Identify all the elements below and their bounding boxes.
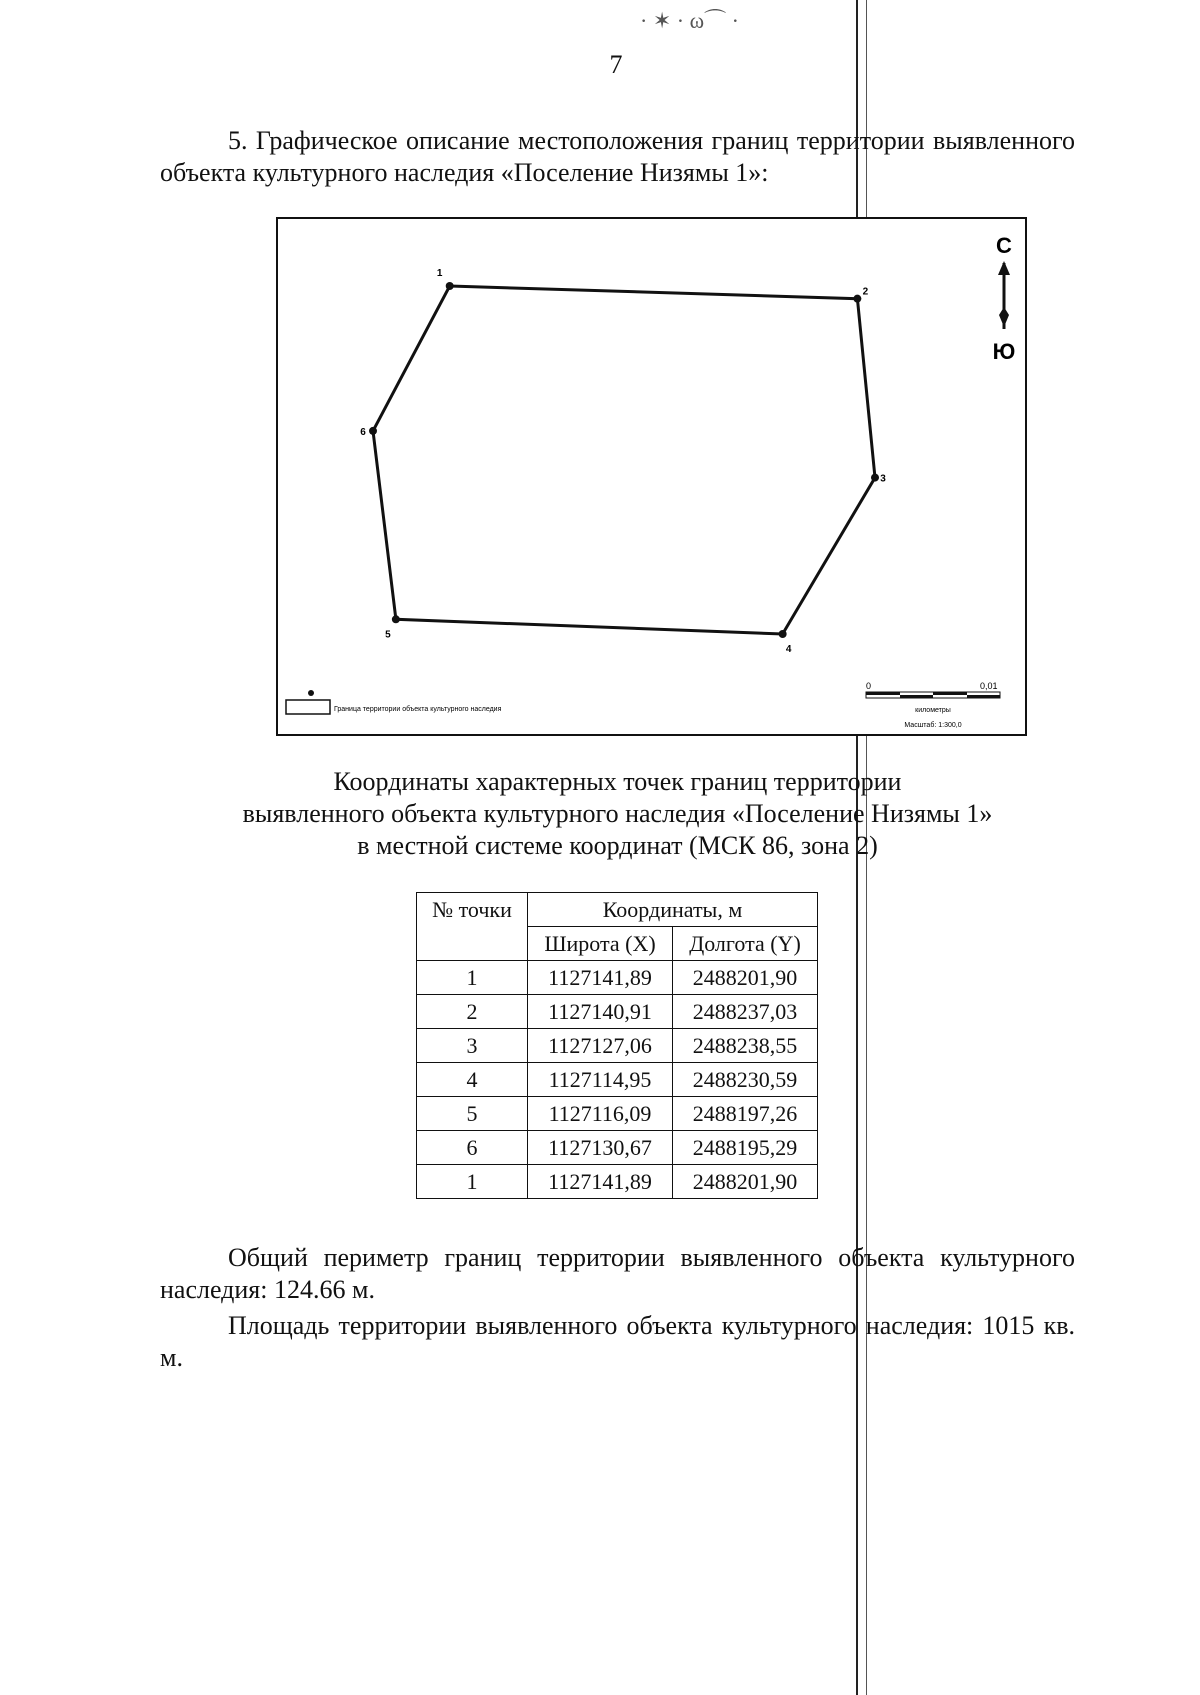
cell-point: 1 bbox=[417, 1165, 528, 1199]
cell-y: 2488201,90 bbox=[673, 961, 818, 995]
cell-x: 1127141,89 bbox=[528, 1165, 673, 1199]
table-row bbox=[417, 961, 818, 995]
scale-bar-segment bbox=[900, 695, 933, 698]
area-paragraph bbox=[160, 1310, 1075, 1374]
cell-x: 1127141,89 bbox=[528, 961, 673, 995]
boundary-point-label: 2 bbox=[862, 286, 869, 298]
table-row bbox=[417, 995, 818, 1029]
boundary-point-label: 4 bbox=[785, 644, 792, 655]
section-heading bbox=[160, 125, 1075, 189]
header-point: № точки bbox=[417, 893, 528, 961]
scale-bar-segment bbox=[866, 692, 900, 695]
scale-ratio-label: Масштаб: 1:300,0 bbox=[904, 722, 962, 729]
page-number: 7 bbox=[609, 50, 623, 79]
header-y: Долгота (Y) bbox=[673, 927, 818, 961]
section-heading-text: 5. Графическое описание местоположения границ территории выявленного объекта культурного наследия «Поселение Низямы 1»: bbox=[160, 126, 1075, 187]
boundary-point bbox=[853, 295, 861, 303]
scale-bar-segment bbox=[933, 692, 967, 695]
scan-mark: · ✶ · ω⌒ · bbox=[640, 8, 739, 33]
boundary-polygon bbox=[373, 286, 875, 634]
table-body bbox=[417, 961, 818, 1199]
coordinates-title bbox=[160, 766, 1075, 862]
cell-x: 1127114,95 bbox=[528, 1063, 673, 1097]
north-arrow-tail-icon bbox=[999, 307, 1009, 327]
boundary-point bbox=[369, 427, 377, 435]
north-arrow bbox=[993, 233, 1016, 364]
table-header-row bbox=[417, 893, 818, 927]
table-row bbox=[417, 1029, 818, 1063]
cell-y: 2488230,59 bbox=[673, 1063, 818, 1097]
scale-units-label: километры bbox=[915, 707, 951, 714]
cell-y: 2488201,90 bbox=[673, 1165, 818, 1199]
perimeter-text: Общий периметр границ территории выявленного объекта культурного наследия: 124.66 м. bbox=[160, 1243, 1075, 1304]
table-row bbox=[417, 1063, 818, 1097]
area-text: Площадь территории выявленного объекта культурного наследия: 1015 кв. м. bbox=[160, 1311, 1075, 1372]
cell-x: 1127116,09 bbox=[528, 1097, 673, 1131]
boundary-point bbox=[446, 282, 454, 290]
table-row bbox=[417, 1131, 818, 1165]
cell-point: 5 bbox=[417, 1097, 528, 1131]
boundary-point-label: 3 bbox=[880, 473, 886, 485]
map-canvas bbox=[278, 219, 1025, 734]
header-x: Широта (X) bbox=[528, 927, 673, 961]
cell-point: 2 bbox=[417, 995, 528, 1029]
cell-point: 3 bbox=[417, 1029, 528, 1063]
table-row bbox=[417, 1097, 818, 1131]
cell-y: 2488238,55 bbox=[673, 1029, 818, 1063]
north-arrow-head-icon bbox=[998, 261, 1010, 275]
boundary-point-label: 5 bbox=[385, 629, 391, 641]
cell-x: 1127140,91 bbox=[528, 995, 673, 1029]
perimeter-paragraph bbox=[160, 1242, 1075, 1306]
cell-point: 6 bbox=[417, 1131, 528, 1165]
scale-start-label: 0 bbox=[866, 681, 872, 691]
coordinates-title-line1: Координаты характерных точек границ территории bbox=[333, 767, 902, 796]
boundary-point bbox=[871, 474, 879, 482]
header-coords: Координаты, м bbox=[528, 893, 818, 927]
legend-text: Граница территории объекта культурного наследия bbox=[334, 706, 502, 713]
cell-y: 2488195,29 bbox=[673, 1131, 818, 1165]
scale-end-label: 0,01 bbox=[980, 681, 998, 691]
cell-y: 2488237,03 bbox=[673, 995, 818, 1029]
boundary-point bbox=[392, 615, 400, 623]
legend-swatch bbox=[286, 700, 330, 714]
map-legend bbox=[286, 690, 502, 714]
cell-point: 4 bbox=[417, 1063, 528, 1097]
cell-y: 2488197,26 bbox=[673, 1097, 818, 1131]
north-label: С bbox=[996, 233, 1012, 258]
table-row bbox=[417, 1165, 818, 1199]
scale-bar-segment bbox=[967, 695, 1000, 698]
boundary-point bbox=[779, 630, 787, 638]
scale-bar bbox=[866, 681, 1000, 729]
cell-point: 1 bbox=[417, 961, 528, 995]
boundary-point-label: 6 bbox=[360, 426, 366, 438]
boundary-map bbox=[276, 217, 1027, 736]
coordinates-table bbox=[416, 892, 818, 1199]
boundary-point-label: 1 bbox=[436, 268, 443, 279]
coordinates-title-line3: в местной системе координат (МСК 86, зона 2) bbox=[357, 831, 878, 860]
cell-x: 1127130,67 bbox=[528, 1131, 673, 1165]
cell-x: 1127127,06 bbox=[528, 1029, 673, 1063]
south-label: Ю bbox=[992, 339, 1016, 364]
coordinates-title-line2: выявленного объекта культурного наследия «Поселение Низямы 1» bbox=[242, 799, 993, 828]
boundary-points bbox=[360, 268, 886, 655]
legend-point-icon bbox=[308, 690, 314, 696]
